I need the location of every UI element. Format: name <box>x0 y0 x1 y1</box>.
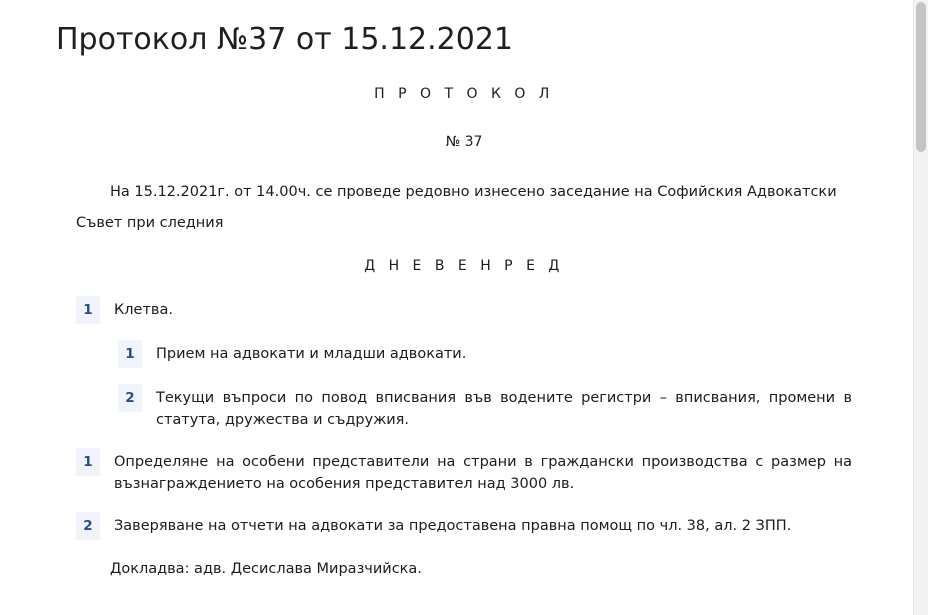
list-item-text: Клетва. <box>114 302 173 318</box>
list-item-text: Прием на адвокати и младши адвокати. <box>156 346 467 362</box>
list-item-text: Определяне на особени представители на страни в граждански производства с размер на възнаграждението на особения представител над 3000 лв. <box>114 453 852 493</box>
list-marker: 1 <box>76 448 100 476</box>
list-item-text: Текущи въпроси по повод вписвания във водените регистри – вписвания, промени в статута, дружества и съдружия. <box>156 390 852 429</box>
list-marker: 2 <box>118 384 142 412</box>
page-title: Протокол №37 от 15.12.2021 <box>56 22 514 57</box>
list-item <box>76 448 852 496</box>
list-item-text: Заверяване на отчети на адвокати за предоставена правна помощ по чл. 38, ал. 2 ЗПП. <box>114 517 792 534</box>
list-item <box>76 296 852 324</box>
intro-paragraph: На 15.12.2021г. от 14.00ч. се проведе редовно изнесено заседание на Софийския Адвокатски <box>110 184 837 201</box>
scrollbar[interactable] <box>913 0 928 615</box>
closing-note: Докладва: адв. Десислава Миразчийска. <box>110 560 422 577</box>
list-item <box>118 384 852 432</box>
intro-paragraph-continuation: Съвет при следния <box>76 214 224 231</box>
document-heading: П Р О Т О К О Л <box>374 86 554 102</box>
document-number: № 37 <box>445 133 483 150</box>
list-item <box>118 340 852 368</box>
list-marker: 1 <box>76 296 100 324</box>
list-marker: 2 <box>76 512 100 540</box>
document-body <box>0 58 928 580</box>
scrollbar-thumb[interactable] <box>916 2 926 152</box>
agenda-title: Д Н Е В Е Н Р Е Д <box>364 258 564 275</box>
list-marker: 1 <box>118 340 142 368</box>
list-item <box>76 512 852 540</box>
